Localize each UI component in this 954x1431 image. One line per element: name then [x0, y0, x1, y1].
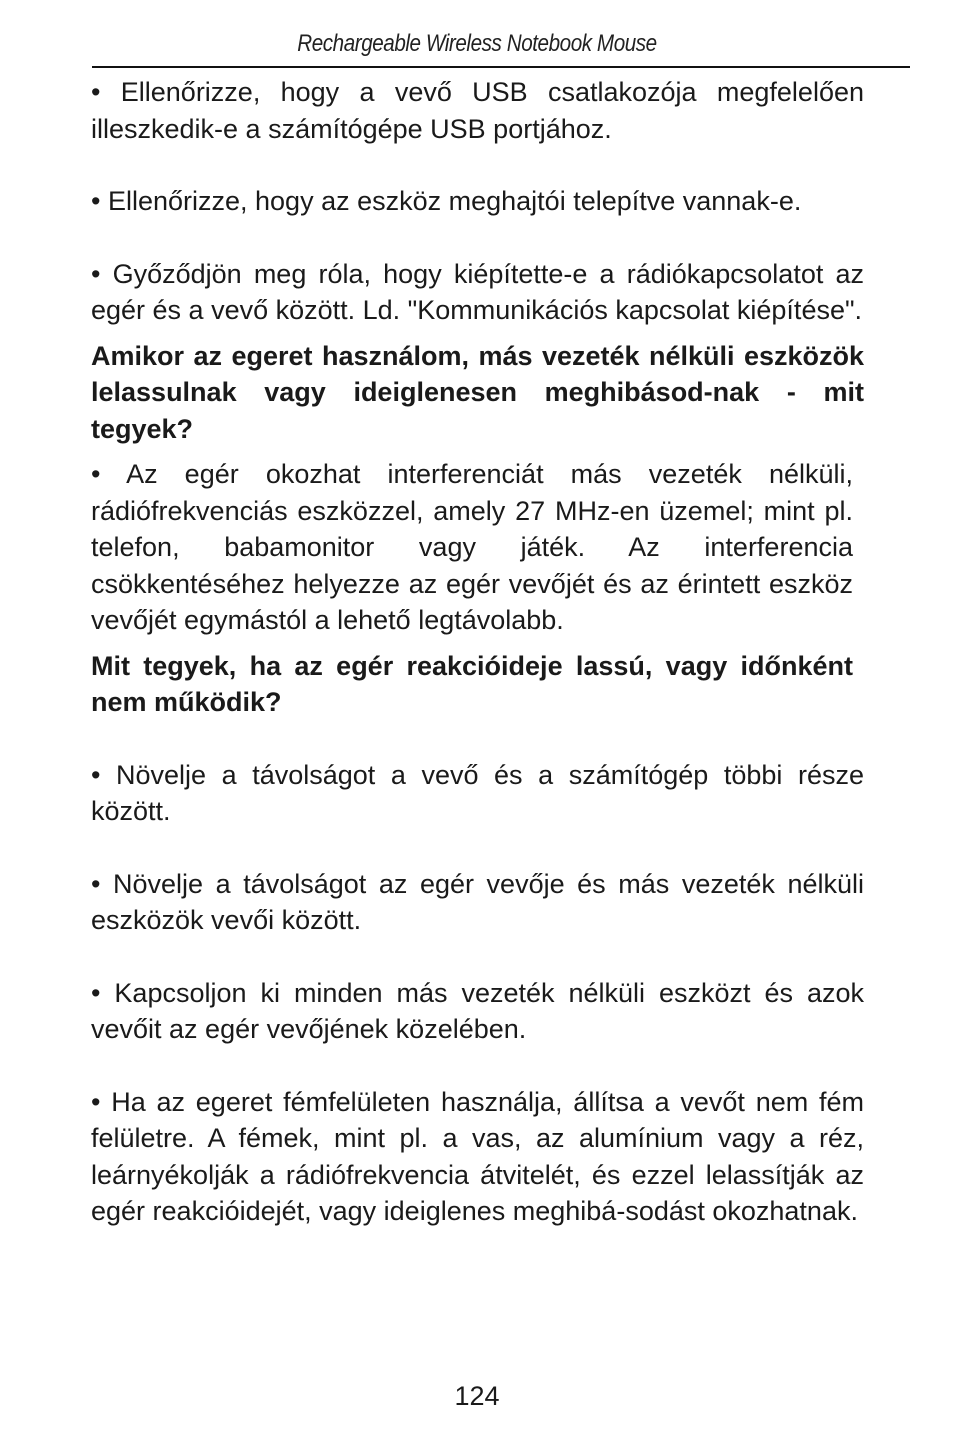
- page-number: 124: [454, 1381, 500, 1411]
- header-divider: [92, 66, 910, 68]
- bullet-distance-receivers: • Növelje a távolságot az egér vevője és más vezeték nélküli eszközök vevői között.: [91, 868, 864, 935]
- bullet-metal-surface: • Ha az egeret fémfelületen használja, állítsa a vevőt nem fém felületre. A fémek, mint pl. a vas, az alumínium vagy a réz, leárnyékolják a rádiófrekvencia átvitelét, és ezzel lelassítják az egér reakcióidejét, vagy ideiglenes meghibá-sodást okozhatnak.: [91, 1086, 864, 1226]
- bullet-distance-computer: • Növelje a távolságot a vevő és a számítógép többi része között.: [91, 759, 864, 826]
- page-body: [91, 72, 864, 1230]
- question-interference: Amikor az egeret használom, más vezeték nélküli eszközök lelassulnak vagy ideiglenesen meghibásod-nak - mit tegyek?: [91, 340, 864, 444]
- bullet-usb-receiver: • Ellenőrizze, hogy a vevő USB csatlakozója megfelelően illeszkedik-e a számítógépe USB portjához.: [91, 77, 864, 144]
- header-title: Rechargeable Wireless Notebook Mouse: [297, 30, 657, 57]
- question-slow-reaction: Mit tegyek, ha az egér reakcióideje lassú, vagy időnként nem működik?: [91, 650, 853, 717]
- bullet-radio-link: • Győződjön meg róla, hogy kiépítette-e a rádiókapcsolatot az egér és a vevő között. Ld. "Kommunikációs kapcsolat kiépítése".: [91, 258, 864, 325]
- bullet-turn-off-devices: • Kapcsoljon ki minden más vezeték nélküli eszközt és azok vevőit az egér vevőjének közelében.: [91, 977, 864, 1044]
- bullet-drivers: • Ellenőrizze, hogy az eszköz meghajtói telepítve vannak-e.: [91, 186, 802, 216]
- bullet-interference: • Az egér okozhat interferenciát más vezeték nélküli, rádiófrekvenciás eszközzel, amely 27 MHz-en üzemel; mint pl. telefon, babamonitor vagy játék. Az interferencia csökkentéséhez helyezze az egér vevőjét és az érintett eszköz vevőjét egymástól a lehető legtávolabb.: [91, 459, 853, 635]
